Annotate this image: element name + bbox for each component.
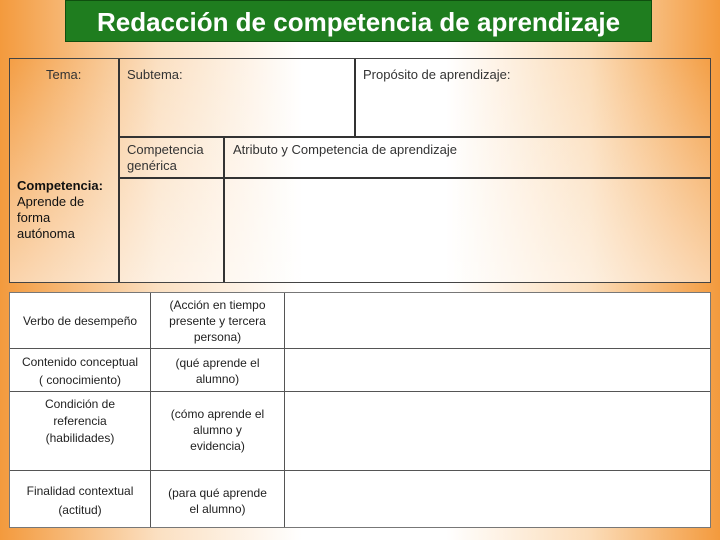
competencia-cell: Competencia: Aprende de forma autónoma <box>17 178 103 241</box>
tema-label: Tema: <box>46 67 82 82</box>
subtema-label: Subtema: <box>127 67 183 82</box>
page-title: Redacción de competencia de aprendizaje <box>65 0 652 42</box>
competencia-generica-label: Competencia genérica <box>127 142 204 173</box>
table-row-label: Verbo de desempeño <box>22 314 138 328</box>
divider <box>118 136 710 138</box>
competency-writing-table <box>9 292 711 528</box>
atributo-label: Atributo y Competencia de aprendizaje <box>233 142 458 157</box>
divider <box>223 137 225 282</box>
table-row-hint: (cómo aprende el alumno y evidencia) <box>170 407 265 453</box>
table-row-hint: (qué aprende el alumno) <box>175 356 260 386</box>
divider <box>354 59 356 137</box>
table-row-hint: (Acción en tiempo presente y tercera persona) <box>169 298 266 344</box>
proposito-label: Propósito de aprendizaje: <box>363 67 511 82</box>
divider <box>10 391 710 392</box>
divider <box>118 177 710 179</box>
table-row-hint: (para qué aprende el alumno) <box>168 486 267 516</box>
table-row-label: Contenido conceptual ( conocimiento) <box>21 355 139 387</box>
divider <box>10 470 710 471</box>
competency-header-table <box>9 58 711 283</box>
table-row-label: Finalidad contextual (actitud) <box>26 484 134 517</box>
divider <box>10 348 710 349</box>
table-row-label: Condición de referencia (habilidades) <box>44 397 116 445</box>
divider <box>118 59 120 282</box>
divider <box>284 293 285 527</box>
